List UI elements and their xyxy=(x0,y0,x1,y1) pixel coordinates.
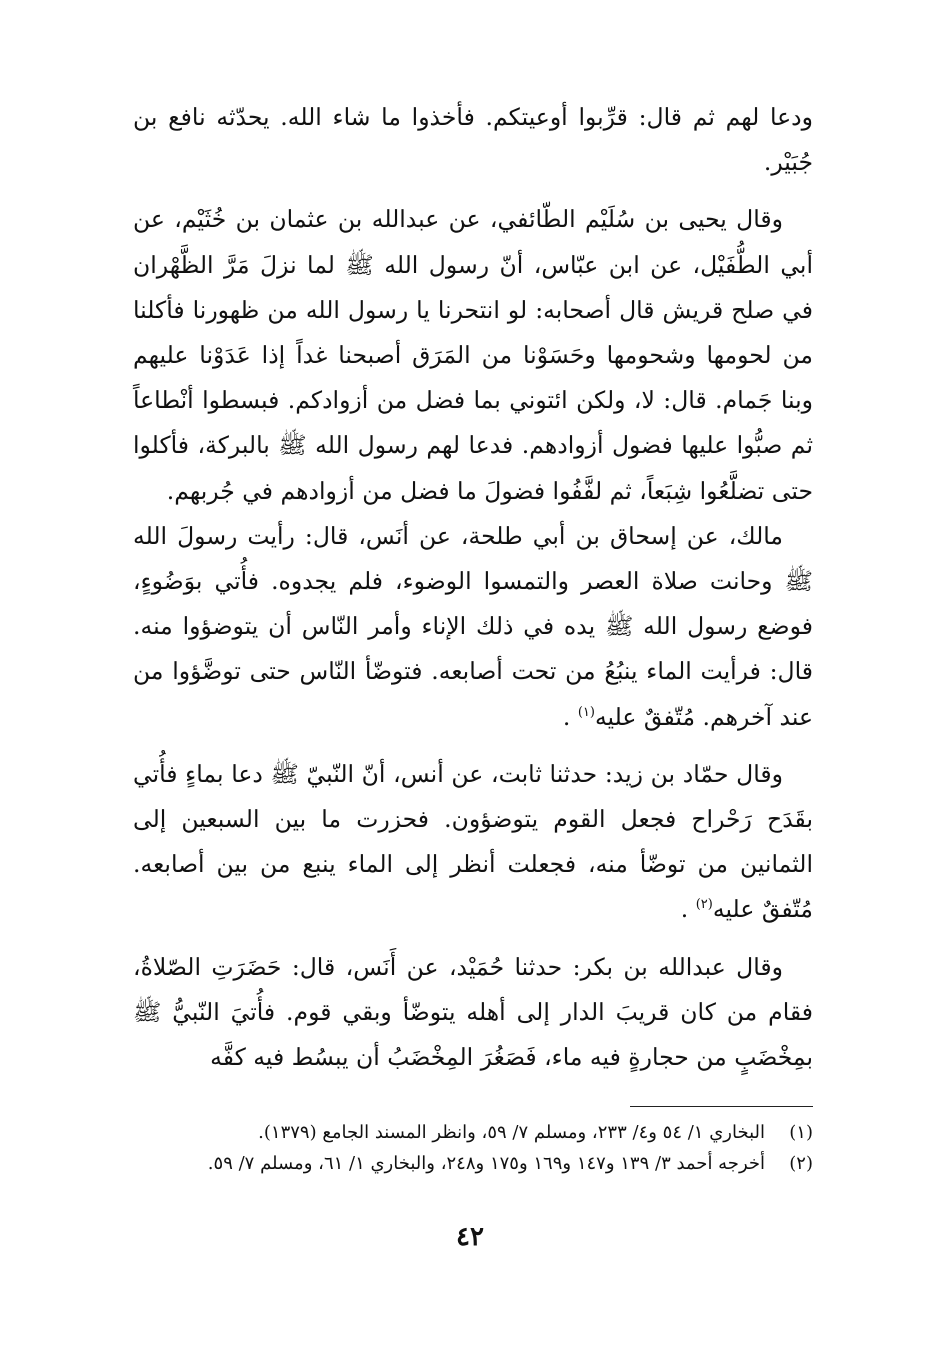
footnote-text: أخرجه أحمد ٣/ ١٣٩ و١٤٧ و١٦٩ و١٧٥ و٢٤٨، والبخاري ١/ ٦١، ومسلم ٧/ ٥٩. xyxy=(207,1153,765,1175)
paragraph-text: وقال حمّاد بن زيد: حدثنا ثابت، عن أنس، أنّ النّبيّ ﷺ دعا بماءٍ فأُتي بقَدَح رَحْراح فجعل القوم يتوضؤون. فحزرت ما بين السبعين إلى الثمانين من توضّأ منه، فجعلت أنظر إلى الماء ينبع من بين أصابعه. مُتّفقٌ عليه xyxy=(133,759,813,924)
footnote-1 xyxy=(133,1117,813,1148)
page-number: ٤٢ xyxy=(456,1222,484,1252)
footnote-2 xyxy=(133,1148,813,1179)
paragraph-text: وقال عبدالله بن بكر: حدثنا حُمَيْد، عن أَنَس، قال: حَضَرَتِ الصّلاةُ، فقام من كان قريبَ الدار إلى أهله يتوضّأ وبقي قوم. فأُتيَ النّبيُّ ﷺ بمِخْضَبٍ من حجارةٍ فيه ماء، فَصَغُرَ المِخْضَبُ أن يبسُط فيه كفَّه xyxy=(133,952,813,1072)
footnotes xyxy=(133,1117,813,1179)
footnote-divider xyxy=(630,1106,813,1107)
paragraph-1 xyxy=(133,95,813,185)
footnote-number: (٢) xyxy=(789,1153,813,1175)
footnote-reference: (٢) xyxy=(695,897,713,913)
paragraph-tail: . xyxy=(680,895,696,924)
footnote-text: البخاري ١/ ٥٤ و٤/ ٢٣٣، ومسلم ٧/ ٥٩، وانظر المسند الجامع (١٣٧٩). xyxy=(258,1122,765,1144)
paragraph-5 xyxy=(133,945,813,1081)
paragraph-text: ودعا لهم ثم قال: قرِّبوا أوعيتكم. فأخذوا ما شاء الله. يحدّثه نافع بن جُبَيْر. xyxy=(133,103,813,177)
paragraph-3 xyxy=(133,514,813,740)
paragraph-text: وقال يحيى بن سُلَيْم الطّائفي، عن عبدالله بن عثمان بن خُثَيْم، عن أبي الطُّفَيْل، عن ابن عبّاس، أنّ رسول الله ﷺ لما نزلَ مَرَّ الظَّهْران في صلح قريش قال أصحابه: لو انتحرنا يا رسول الله من ظهورنا فأكلنا من لحومها وشحومها وحَسَوْنا من المَرَق أصبحنا غداً إذا عَدَوْنا عليهم وبنا جَمام. قال: لا، ولكن ائتوني بما فضل من أزوادكم. فبسطوا أنْطاعاً ثم صبُّوا عليها فضول أزوادهم. فدعا لهم رسول الله ﷺ بالبركة، فأكلوا حتى تضلَّعُوا شِبَعاً، ثم لفَّفُوا فضولَ ما فضل من أزوادهم في جُربهم. xyxy=(133,205,813,505)
paragraph-text: مالك، عن إسحاق بن أبي طلحة، عن أنَس، قال: رأيت رسولَ الله ﷺ وحانت صلاة العصر والتمسوا الوضوء، فلم يجدوه. فأُتي بوَضُوءٍ، فوضع رسول الله ﷺ يده في ذلك الإناء وأمر النّاس أن يتوضؤوا منه. قال: فرأيت الماء ينبُعُ من تحت أصابعه. فتوضّأ النّاس حتى توضَّؤوا من عند آخرهم. مُتّفقٌ عليه xyxy=(133,521,813,731)
paragraph-2 xyxy=(133,197,813,513)
paragraph-tail: . xyxy=(562,702,578,731)
footnote-reference: (١) xyxy=(577,704,595,720)
body-text xyxy=(133,95,813,1080)
footnote-number: (١) xyxy=(789,1122,813,1144)
paragraph-4 xyxy=(133,752,813,933)
